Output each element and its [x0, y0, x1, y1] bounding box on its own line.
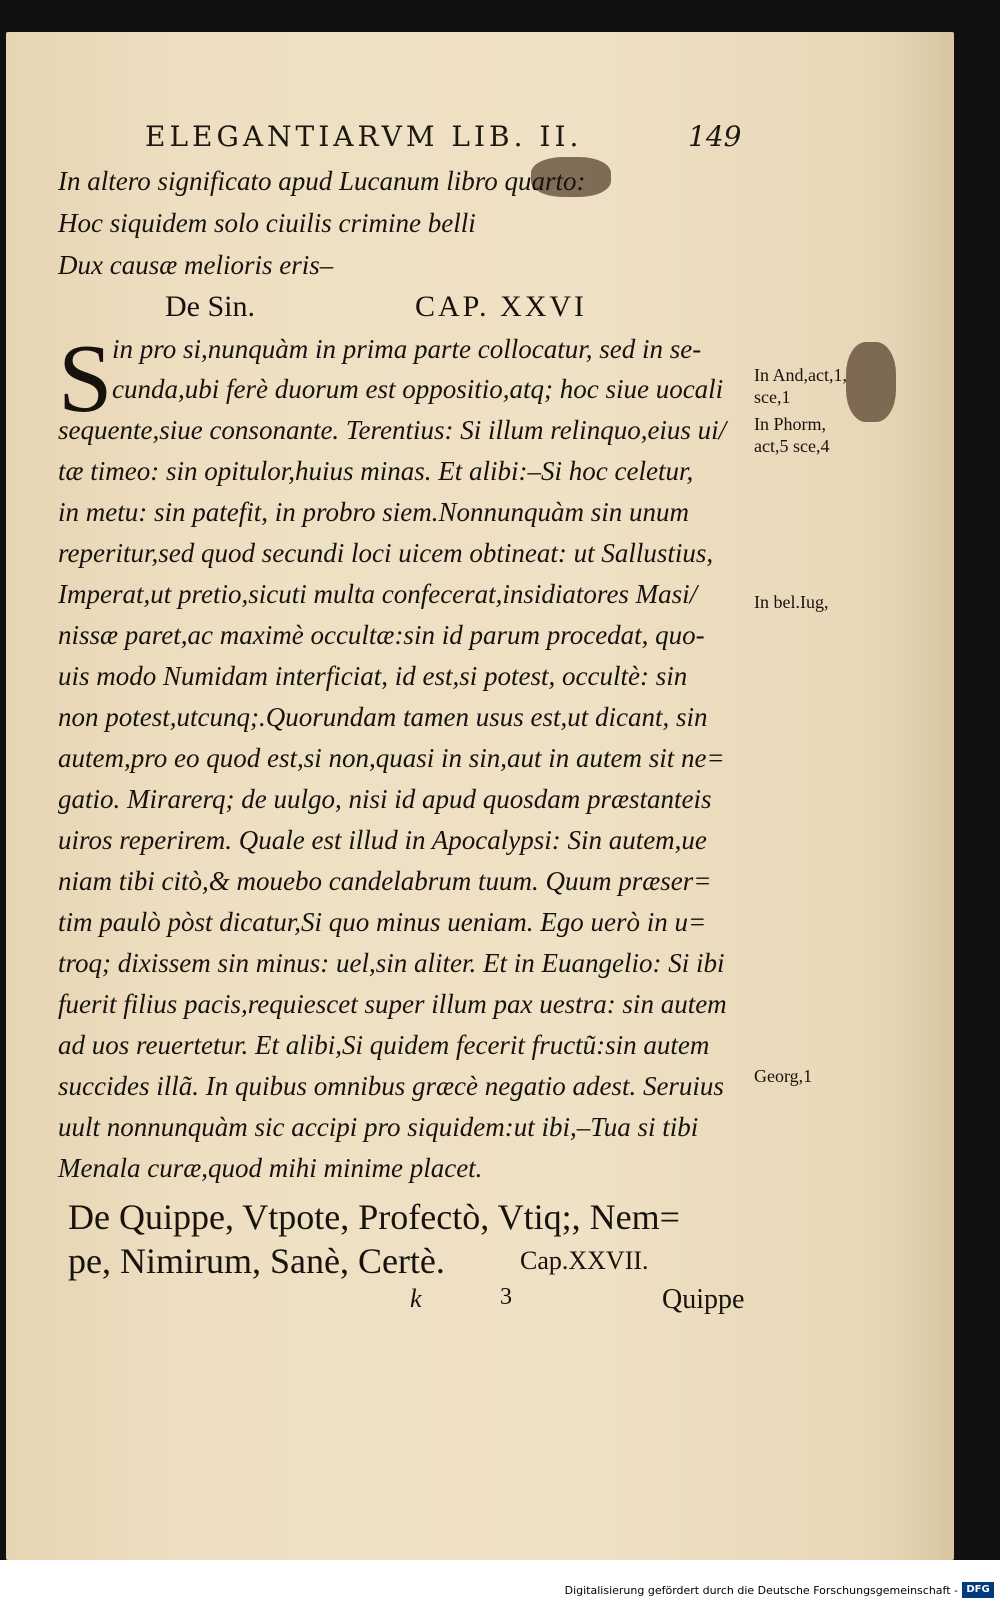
text-line: uiros reperirem. Quale est illud in Apocalypsi: Sin autem,ue [58, 825, 707, 855]
text-line: uis modo Numidam interficiat, id est,si potest, occultè: sin [58, 661, 688, 691]
text-line: in metu: sin patefit, in probro siem.Nonnunquàm sin unum [58, 497, 689, 527]
text-line: cunda,ubi ferè duorum est oppositio,atq; hoc siue uocali [112, 374, 724, 404]
text-line: reperitur,sed quod secundi loci uicem obtineat: ut Sallustius, [58, 538, 714, 568]
margin-note: In Phorm, [754, 414, 826, 434]
text-line: Dux causæ melioris eris– [58, 250, 334, 280]
next-chapter-number: Cap.XXVII. [520, 1246, 649, 1275]
running-title: ELEGANTIARVM LIB. II. [145, 120, 583, 153]
page-number: 149 [688, 120, 742, 153]
signature-mark: k [410, 1284, 422, 1313]
next-chapter-title: De Quippe, Vtpote, Profectò, Vtiq;, Nem= [68, 1197, 680, 1237]
text-line: gatio. Mirarerq; de uulgo, nisi id apud quosdam præstanteis [58, 784, 712, 814]
text-line: nissæ paret,ac maximè occultæ:sin id parum procedat, quo- [58, 620, 705, 650]
margin-note: act,5 sce,4 [754, 436, 830, 456]
text-line: troq; dixissem sin minus: uel,sin aliter. Et in Euangelio: Si ibi [58, 948, 725, 978]
margin-note: In bel.Iug, [754, 592, 829, 612]
signature-number: 3 [500, 1284, 512, 1310]
chapter-number: CAP. XXVI [415, 290, 588, 323]
text-line: tim paulò pòst dicatur,Si quo minus ueniam. Ego uerò in u= [58, 907, 707, 937]
margin-note: In And,act,1, [754, 365, 847, 385]
funding-credit: Digitalisierung gefördert durch die Deutsche Forschungsgemeinschaft - [564, 1584, 958, 1597]
margin-note: sce,1 [754, 387, 791, 407]
text-line: Hoc siquidem solo ciuilis crimine belli [58, 208, 476, 238]
text-line: in pro si,nunquàm in prima parte collocatur, sed in se- [112, 334, 702, 364]
text-line: Menala curæ,quod mihi minime placet. [58, 1153, 483, 1183]
next-chapter-title: pe, Nimirum, Sanè, Certè. [68, 1241, 445, 1281]
text-line: sequente,siue consonante. Terentius: Si illum relinquo,eius ui/ [58, 415, 727, 445]
text-line: succides illã. In quibus omnibus græcè negatio adest. Seruius [58, 1071, 724, 1101]
text-line: In altero significato apud Lucanum libro quarto: [58, 166, 586, 196]
text-line: niam tibi citò,& mouebo candelabrum tuum. Quum præser= [58, 866, 712, 896]
text-line: autem,pro eo quod est,si non,quasi in sin,aut in autem sit ne= [58, 743, 725, 773]
catchword: Quippe [662, 1284, 745, 1315]
damage-stain [846, 342, 896, 422]
drop-cap: S [58, 325, 113, 433]
margin-note: Georg,1 [754, 1066, 813, 1086]
text-line: tæ timeo: sin opitulor,huius minas. Et alibi:–Si hoc celetur, [58, 456, 694, 486]
chapter-title: De Sin. [165, 290, 255, 323]
text-line: Imperat,ut pretio,sicuti multa confecerat,insidiatores Masi/ [58, 579, 698, 609]
text-line: ad uos reuertetur. Et alibi,Si quidem fecerit fructũ:sin autem [58, 1030, 710, 1060]
text-line: fuerit filius pacis,requiescet super illum pax uestra: sin autem [58, 989, 727, 1019]
text-line: non potest,utcunq;.Quorundam tamen usus est,ut dicant, sin [58, 702, 708, 732]
dfg-logo: DFG [962, 1582, 994, 1598]
text-line: uult nonnunquàm sic accipi pro siquidem:ut ibi,–Tua si tibi [58, 1112, 699, 1142]
